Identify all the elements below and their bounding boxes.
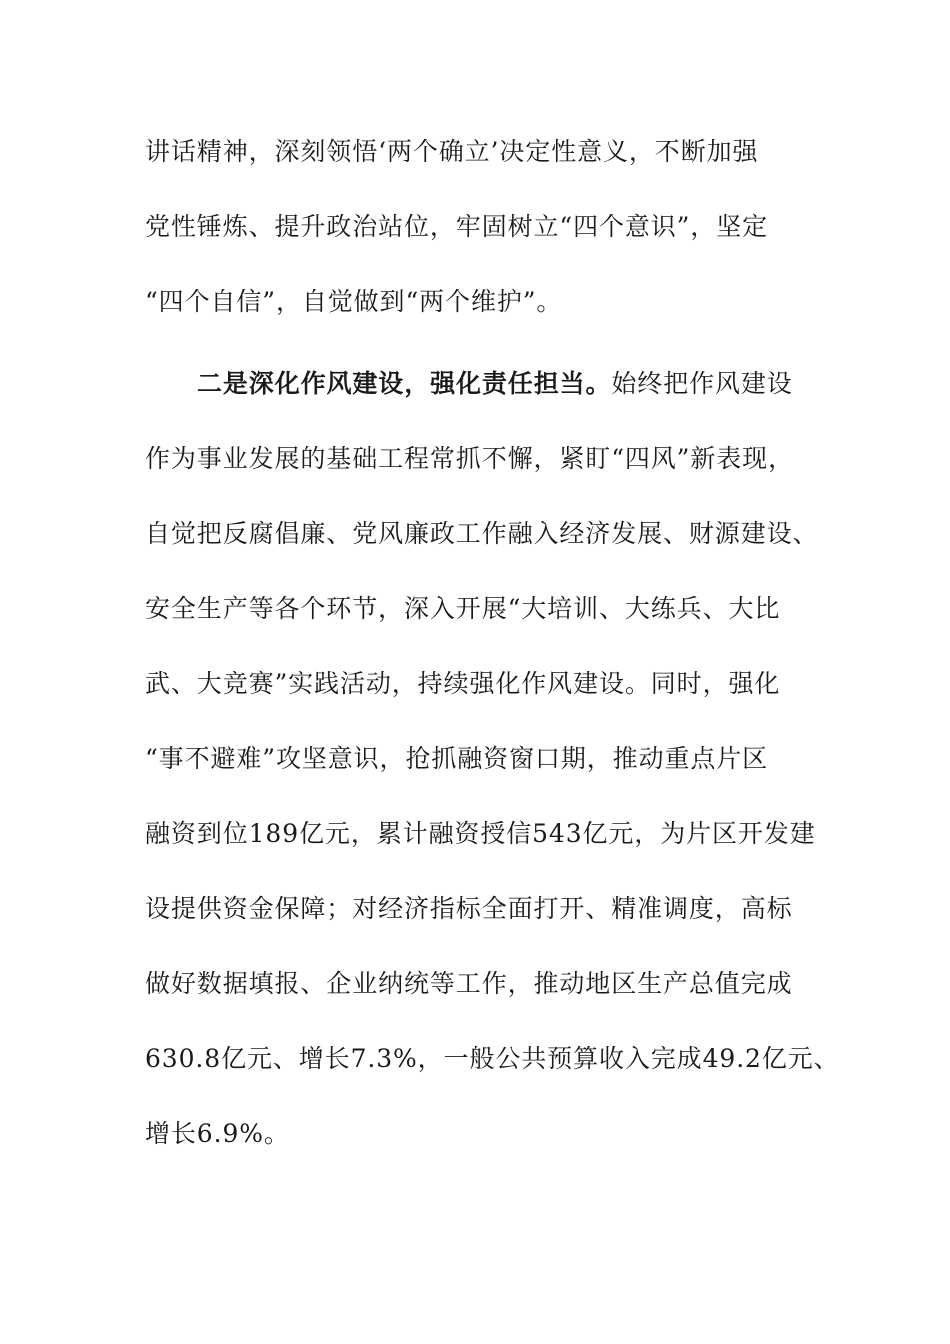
text-line: 做好数据填报、企业纳统等工作，推动地区生产总值完成 — [145, 969, 793, 998]
text-line: 作为事业发展的基础工程常抓不懈，紧盯“四风”新表现， — [145, 444, 794, 473]
text-line: 党性锤炼、提升政治站位，牢固树立“四个意识”，坚定 — [145, 212, 769, 241]
text-line: 武、大竞赛”实践活动，持续强化作风建设。同时，强化 — [145, 669, 781, 698]
text-line: 增长6.9%。 — [145, 1119, 290, 1148]
text-span: 始终把作风建设 — [611, 369, 793, 398]
text-line: 安全生产等各个环节，深入开展“大培训、大练兵、大比 — [145, 594, 781, 623]
text-line: 讲话精神，深刻领悟‘两个确立’决定性意义，不断加强 — [145, 137, 759, 166]
text-line: 融资到位189亿元，累计融资授信543亿元，为片区开发建 — [145, 819, 816, 848]
text-line: 630.8亿元、增长7.3%，一般公共预算收入完成49.2亿元、 — [145, 1044, 840, 1073]
text-line: “四个自信”，自觉做到“两个维护”。 — [145, 287, 563, 316]
text-line: “事不避难”攻坚意识，抢抓融资窗口期，推动重点片区 — [145, 744, 769, 773]
paragraph-first-line — [197, 366, 793, 402]
text-line: 自觉把反腐倡廉、党风廉政工作融入经济发展、财源建设、 — [145, 519, 819, 548]
paragraph-heading: 二是深化作风建设，强化责任担当。 — [197, 369, 612, 398]
text-line: 设提供资金保障；对经济指标全面打开、精准调度，高标 — [145, 894, 793, 923]
